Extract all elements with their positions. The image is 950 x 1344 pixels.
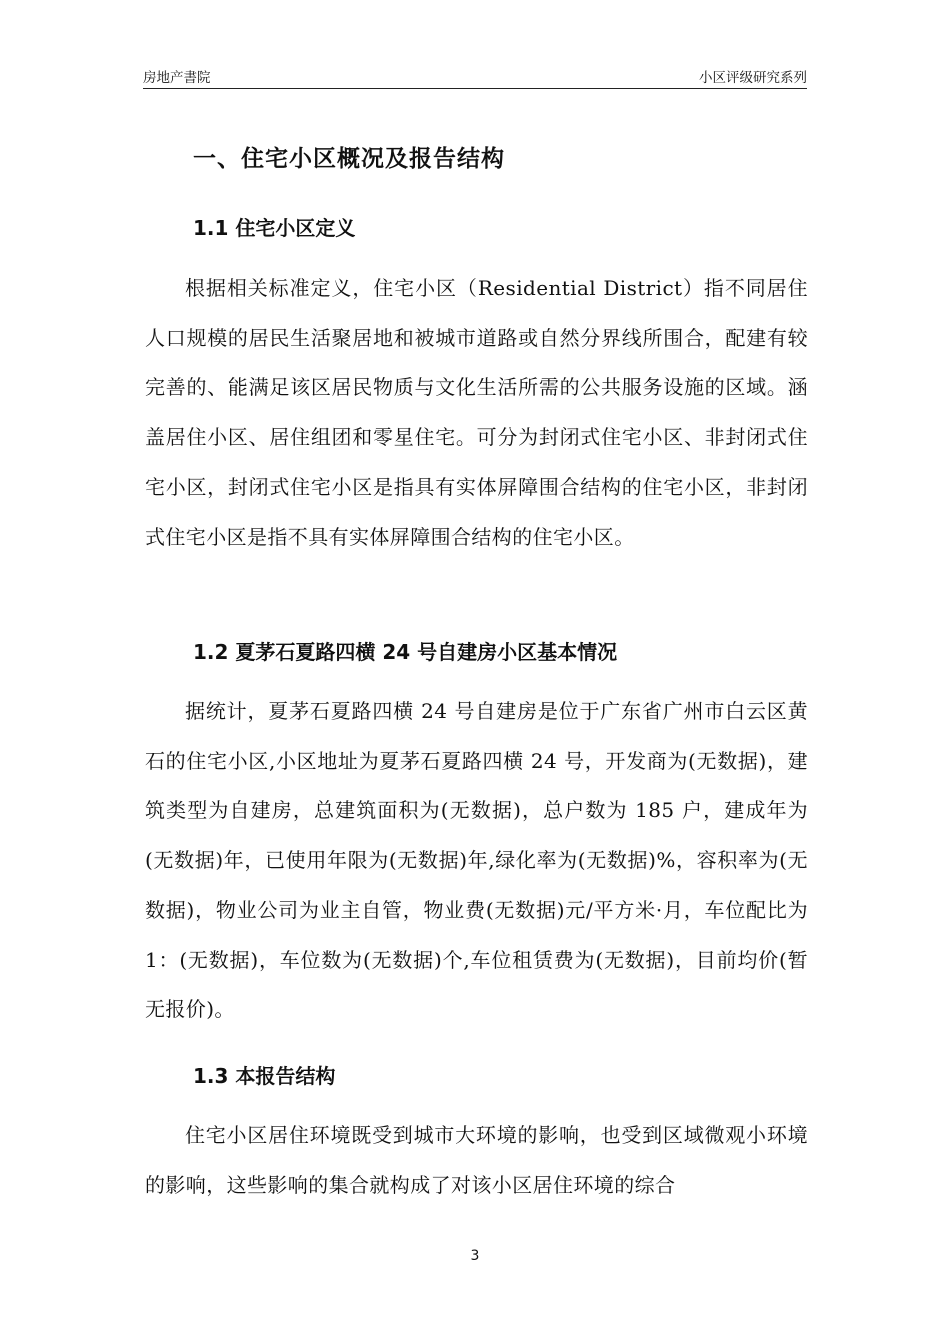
chapter-heading: 一、住宅小区概况及报告结构: [193, 146, 505, 172]
section-1-2-paragraph: 据统计，夏茅石夏路四横 24 号自建房是位于广东省广州市白云区黄石的住宅小区,小区地址为夏茅石夏路四横 24 号，开发商为(无数据)，建筑类型为自建房，总建筑面积为(无数据)，总户数为 185 户，建成年为(无数据)年，已使用年限为(无数据)年,绿化率为(无数据)%，容积率为(无数据)，物业公司为业主自管，物业费(无数据)元/平方米·月，车位配比为 1：(无数据)，车位数为(无数据)个,车位租赁费为(无数据)，目前均价(暂无报价)。: [145, 699, 808, 1022]
header-right-title: 小区评级研究系列: [699, 70, 807, 86]
section-1-1-paragraph: 根据相关标准定义，住宅小区（Residential District）指不同居住人口规模的居民生活聚居地和被城市道路或自然分界线所围合，配建有较完善的、能满足该区居民物质与文化生活所需的公共服务设施的区域。涵盖居住小区、居住组团和零星住宅。可分为封闭式住宅小区、非封闭式住宅小区，封闭式住宅小区是指具有实体屏障围合结构的住宅小区，非封闭式住宅小区是指不具有实体屏障围合结构的住宅小区。: [145, 276, 808, 549]
page-header: [143, 66, 807, 89]
page-number: 3: [470, 1248, 480, 1264]
section-1-1-heading: 1.1 住宅小区定义: [193, 216, 356, 240]
header-left-title: 房地产書院: [143, 70, 211, 86]
section-1-3-heading: 1.3 本报告结构: [193, 1064, 336, 1088]
section-1-2-heading: 1.2 夏茅石夏路四横 24 号自建房小区基本情况: [193, 640, 618, 664]
section-1-3-paragraph: 住宅小区居住环境既受到城市大环境的影响，也受到区域微观小环境的影响，这些影响的集合就构成了对该小区居住环境的综合: [145, 1123, 808, 1197]
